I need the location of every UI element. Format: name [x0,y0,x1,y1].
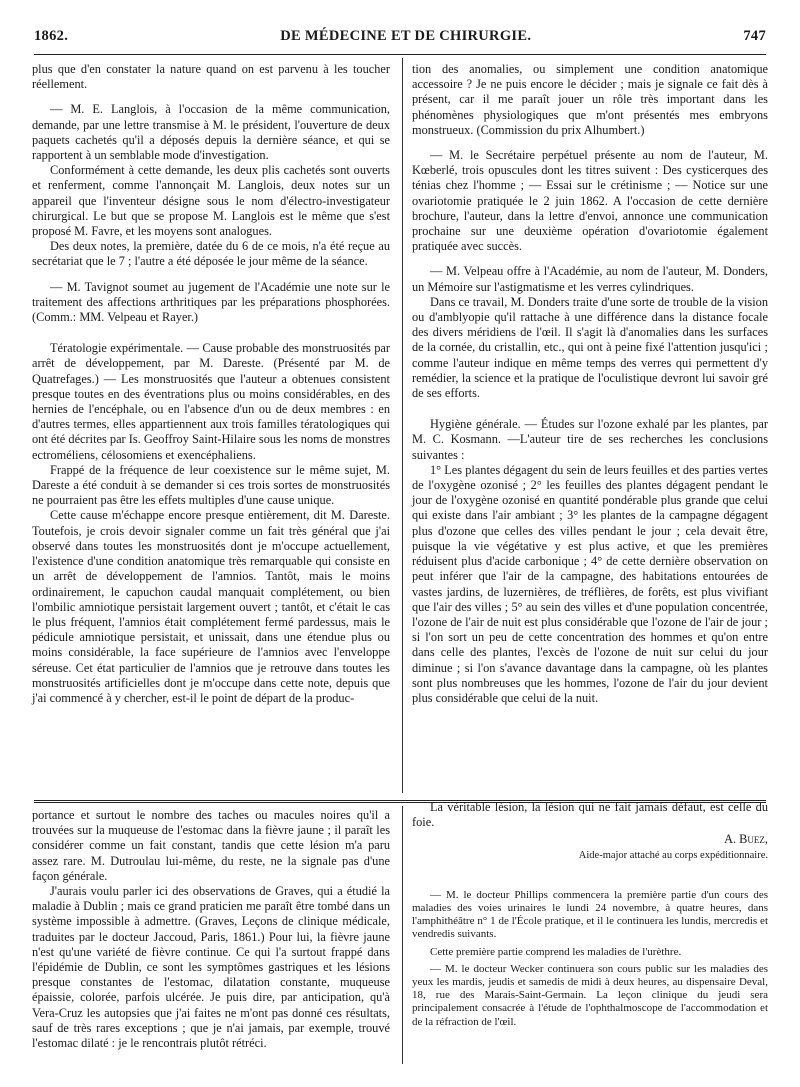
paragraph: Cette cause m'échappe encore presque entièrement, dit M. Dareste. Toutefois, je crois devoir signaler comme un fait très général que j'ai observé dans toutes les monstruosités dont je m'occupe actuellement, l'existence d'une condition anatomique très remarquable qui consiste en un arrêt de développement de l'amnios. Tantôt, mais le moins ordinairement, le capuchon caudal manquait complétement, ou bien l'ombilic amniotique persistait largement ouvert ; tantôt, et c'était le cas le plus fréquent, l'amnios était complétement fermé pardessus, mais le pédicule amniotique persistait, et unissait, dans une étendue plus ou moins considérable, la face supérieure de l'amnios avec l'enveloppe séreuse. Cet état particulier de l'amnios que je retrouve dans toutes les monstruosités artificielles dont je m'occupe dans cette note, depuis que j'ai commencé à y chercher, est-il le point de départ de la produc- [32,508,390,705]
author-signature: A. Buez, [724,832,768,847]
paragraph: — M. Tavignot soumet au jugement de l'Académie une note sur le traitement des affections arthritiques par les préparations phosphorées. (Comm.: MM. Velpeau et Rayer.) [32,279,390,325]
announcement-wecker: — M. le docteur Wecker continuera son cours public sur les maladies des yeux les mardis, jeudis et samedis de midi à deux heures, au dispensaire Deval, 18, rue des Marais-Saint-Germain. La leçon clinique du jeudi sera principalement consacrée à l'étude de l'ophthalmoscope de l'accommodation et de la réfraction de l'œil. [412,962,768,1028]
paragraph: Frappé de la fréquence de leur coexistence sur le même sujet, M. Dareste a été conduit à se demander si ces trois sortes de monstruosités ne pourraient pas être les effets multiples d'une cause unique. [32,462,390,508]
left-column-top [32,62,390,706]
paragraph: Tératologie expérimentale. — Cause probable des monstruosités par arrêt de développement, par M. Dareste. (Présenté par M. de Quatrefages.) — Les monstruosités que l'auteur a obtenues consistent presque toutes en des éventrations plus ou moins considérables, en des hernies de l'encéphale, ou en l'absence d'un ou de deux membres : en d'autres termes, elles appartiennent aux trois familles tératologiques qui ont été décrites par Is. Geoffroy Saint-Hilaire sous les noms de monstres ectroméliens, célosomiens et exencéphaliens. [32,341,390,462]
header-title: DE MÉDECINE ET DE CHIRURGIE. [280,28,532,44]
page-number: 747 [743,28,766,44]
right-column-bottom [412,800,768,1029]
column-divider-top [402,58,403,793]
paragraph: tion des anomalies, ou simplement une condition anatomique accessoire ? Je ne puis encore le décider ; mais je signale ce fait dès à présent, car il me paraît jouer un rôle très important dans les phénomènes physiologiques que m'ont présentés mes embryons monstrueux. (Commission du prix Alhumbert.) [412,62,768,137]
header-year: 1862. [34,28,69,44]
right-column-top [412,62,768,706]
column-divider-bottom [402,806,403,1064]
paragraph: portance et surtout le nombre des taches ou macules noires qu'il a trouvées sur la muqueuse de l'estomac dans la fièvre jaune ; il paraît les considérer comme un fait constant, tandis que cette lésion m'a paru assez rare. M. Dutroulau lui-même, du reste, ne la signale pas d'une façon générale. [32,808,390,883]
announcement-phillips-part: Cette première partie comprend les maladies de l'urèthre. [430,945,682,958]
page-header [34,28,766,52]
lesion-conclusion: La véritable lésion, la lésion qui ne fait jamais défaut, est celle du foie. [412,800,768,830]
paragraph: Dans ce travail, M. Donders traite d'une sorte de trouble de la vision ou d'amblyopie qu'il rattache à une différence dans la distance focale des divers méridiens de l'œil. Il s'agit là d'anomalies dans les surfaces de la cornée, du cristallin, etc., qui ont à peine fixé l'attention jusqu'ici ; comme l'auteur indique en même temps des verres qui permettent d'y remédier, la science et la pratique de l'oculistique devront lui savoir gré de ses efforts. [412,294,768,401]
paragraph: — M. Velpeau offre à l'Académie, au nom de l'auteur, M. Donders, un Mémoire sur l'astigmatisme et les verres cylindriques. [412,264,768,294]
paragraph: J'aurais voulu parler ici des observations de Graves, qui a étudié la maladie à Dublin ; mais ce grand praticien me paraît être tombé dans un système impossible à admettre. (Graves, Leçons de clinique médicale, traduites par le docteur Jaccoud, Paris, 1861.) Pour lui, la fièvre jaune n'est qu'une variété de fièvre continue. Ce qui l'a surtout frappé dans l'épidémie de Dublin, ce sont les symptômes gastriques et les lésions presque constantes de l'estomac, dilatation constante, muqueuse épaissie, colorée, parfois ulcérée. Je puis dire, par anticipation, qu'à Vera-Cruz les autopsies que j'ai faites ne m'ont pas donné ces résultats, sauf de très rares exceptions ; que je n'ai jamais, par exemple, trouvé l'estomac dilaté : je le rencontrais plutôt rétréci. [32,884,390,1051]
paragraph: — M. E. Langlois, à l'occasion de la même communication, demande, par une lettre transmise à M. le président, l'ouverture de deux paquets cachetés qu'il a déposés depuis la dernière séance, et qui se rapportent à un semblable mode d'investigation. [32,102,390,163]
paragraph: 1° Les plantes dégagent du sein de leurs feuilles et des parties vertes de l'oxygène ozonisé ; 2° les feuilles des plantes dégagent pendant le jour de l'oxygène ozonisé en quantité pondérable plus grande que celui qui existe dans l'air ambiant ; 3° les plantes de la campagne dégagent plus d'ozone que celles des villes pendant le jour ; cela devait être, puisque la vie végétative y est plus active, et que les premières réduisent plus d'acide carbonique ; 4° de cette dernière observation on peut inférer que l'air de la campagne, des habitations entourées de vastes jardins, de luzernières, de tréflières, de forêts, est plus vivifiant que l'air des villes ; 5° au sein des villes et d'une population concentrée, l'ozone de l'air de nuit est plus considérable que l'ozone de l'air de jour ; si l'on sort un peu de cette concentration des hommes et qu'on entre dans celle des plantes, l'excès de l'ozone de nuit sur celui du jour diminue ; si l'on s'avance davantage dans la campagne, où les plantes sont plus nombreuses que les hommes, l'ozone de l'air du jour devient plus considérable que celui de la nuit. [412,462,768,705]
paragraph: — M. le Secrétaire perpétuel présente au nom de l'auteur, M. Kœberlé, trois opuscules dont les titres suivent : Des cysticerques des ténias chez l'homme ; — Essai sur le crétinisme ; — Notice sur une ovariotomie pratiquée le 2 juin 1862. A l'occasion de cette dernière brochure, l'auteur, dans la lettre d'envoi, annonce une communication prochaine sur une deuxième opération d'ovariotomie également pratiquée avec succès. [412,148,768,254]
paragraph: plus que d'en constater la nature quand on est parvenu à les toucher réellement. [32,62,390,92]
paragraph: Hygiène générale. — Études sur l'ozone exhalé par les plantes, par M. C. Kosmann. —L'auteur tire de ses recherches les conclusions suivantes : [412,417,768,462]
author-role: Aide-major attaché au corps expéditionnaire. [578,849,768,861]
announcement-phillips: — M. le docteur Phillips commencera la première partie d'un cours des maladies des voies urinaires le lundi 24 novembre, à quatre heures, dans l'amphithéâtre n° 1 de l'École pratique, et il le continuera les lundis, mercredis et vendredis suivants. [412,888,768,941]
header-rule [34,54,766,55]
paragraph: Conformément à cette demande, les deux plis cachetés sont ouverts et renferment, comme l'annonçait M. Langlois, deux notes sur un appareil que l'inventeur désigne sous le nom d'électro-investigateur chirurgical. Le but que se propose M. Langlois est le même que s'est proposé M. Favre, et les moyens sont analogues. [32,163,390,239]
left-column-bottom [32,808,390,1051]
paragraph: Des deux notes, la première, datée du 6 de ce mois, n'a été reçue au secrétariat que le 7 ; l'autre a été déposée le jour même de la séance. [32,239,390,269]
